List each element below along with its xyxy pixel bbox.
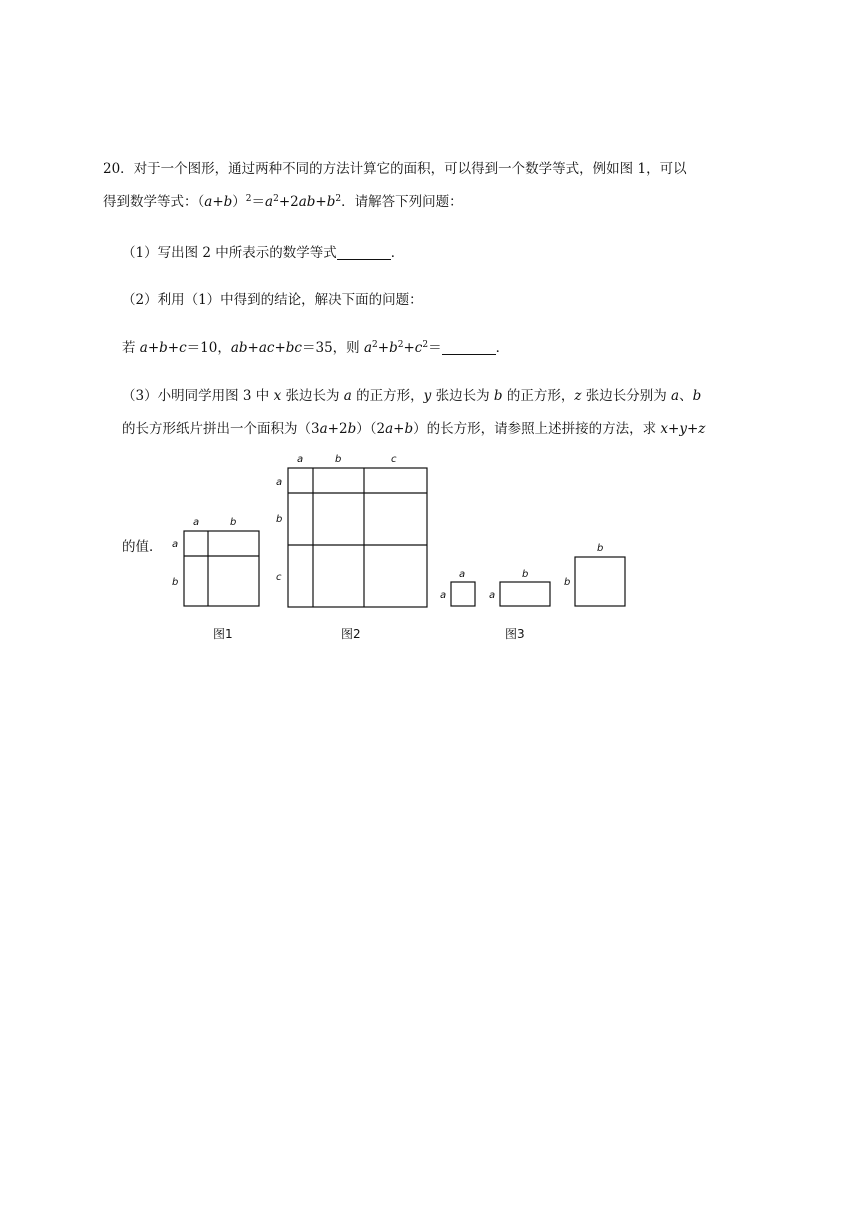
cond-sum: a+b+c [139,340,187,356]
fig2-side-label-c: c [276,572,282,583]
op: + [377,340,390,356]
op: + [403,340,415,356]
problem-number: 20． [103,161,134,177]
cond-value2: ＝35，则 [302,340,364,356]
var-a: a [265,194,274,210]
fig2-top-label-c: c [391,454,397,465]
exponent: 2 [372,340,378,350]
fig3-small-square [451,582,475,606]
fig1-top-label-b: b [230,517,237,528]
intro-text-2a: 得到数学等式：（ [103,194,205,210]
part3-text: 张边长为 [281,388,344,404]
exponent: 2 [273,194,279,204]
part3-text: （3）小明同学用图 3 中 [122,388,274,404]
fig2-top-label-a: a [297,454,304,465]
exponent: 2 [245,194,252,204]
fig3-small-square-side-label: a [440,590,447,601]
fig3-small-square-top-label: a [459,569,466,580]
exponent: 2 [335,194,342,204]
fig3-caption: 图3 [505,627,525,641]
cond-products: ab+ac+bc [230,340,302,356]
var-y: y [423,388,432,404]
part3-text: 的正方形， [351,388,424,404]
var-x: x [273,388,282,404]
intro-text-2b: ．请解答下列问题： [341,194,463,210]
exponent: 2 [422,340,429,350]
part3-text: 张边长为 [431,388,494,404]
part3-text: +2 [327,421,348,437]
part2-text: （2）利用（1）中得到的结论，解决下面的问题： [122,292,423,308]
part3-text: + [393,421,405,437]
part3-text: ）的长方形，请参照上述拼接的方法，求 [413,421,661,437]
equals: ＝ [428,340,442,356]
fig3-large-square-top-label: b [597,543,604,554]
cond-prefix: 若 [122,340,140,356]
fig2-outer-square [288,468,427,607]
part1-text: （1）写出图 2 中所表示的数学等式 [122,245,337,261]
var-a: a [204,194,213,210]
fig2-side-label-a: a [276,477,283,488]
var-a: a [319,421,328,437]
part3-text: 、 [679,388,693,404]
var-b: b [347,421,357,437]
var-a: a [363,340,373,356]
var-c: c [414,340,423,356]
period: ． [495,340,510,356]
var-a: a [385,421,394,437]
part3-text: 的值． [122,539,163,555]
var-b: b [493,388,503,404]
fig1-side-label-b: b [172,577,179,588]
fig3-rectangle-side-label: a [489,590,496,601]
var-b: b [223,194,233,210]
fig2-top-label-b: b [335,454,342,465]
var-b: b [389,340,398,356]
var-b: b [326,194,336,210]
fig2-side-label-b: b [276,514,283,525]
part3-text: 的正方形， [502,388,575,404]
var-ab: ab [298,194,316,210]
cond-value1: ＝10， [186,340,231,356]
var-a: a [671,388,680,404]
fig3-large-square-side-label: b [564,577,571,588]
var-b: b [692,388,702,404]
fig1-top-label-a: a [193,517,200,528]
fig3-rectangle [500,582,550,606]
fig2-caption: 图2 [341,627,361,641]
intro-text-1: 对于一个图形，通过两种不同的方法计算它的面积，可以得到一个数学等式，例如图 1，可以 [133,161,687,177]
part3-text: ）（2 [356,421,386,437]
op: +2 [278,194,299,210]
op: + [212,194,224,210]
fig1-outer-square [184,531,259,606]
op: + [315,194,327,210]
fig3-rectangle-top-label: b [522,569,529,580]
fig3-large-square [575,557,625,606]
var-xyz: x+y+z [660,421,706,437]
fig1-caption: 图1 [213,627,233,641]
var-z: z [574,388,582,404]
equals: ＝ [251,194,266,210]
var-b: b [404,421,414,437]
part3-text: 的长方形纸片拼出一个面积为（3 [122,421,320,437]
var-a: a [343,388,352,404]
paren: ） [232,194,246,210]
part3-text: 张边长分别为 [581,388,672,404]
period: ． [390,245,405,261]
exponent: 2 [397,340,404,350]
fig1-side-label-a: a [172,539,179,550]
